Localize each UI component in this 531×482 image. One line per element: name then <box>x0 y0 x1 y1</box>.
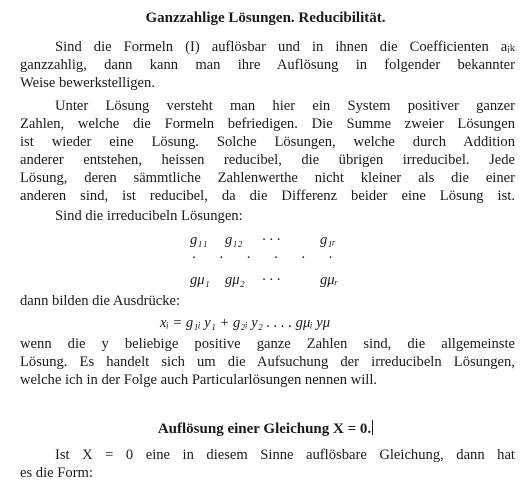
matrix-cell: · · · <box>262 232 281 248</box>
paragraph-line: anderer entstehen, heissen reducibel, die übrigen irreducibel. Jede <box>20 152 515 168</box>
section-heading-equation <box>0 420 531 438</box>
paragraph-line: Ist X = 0 eine in diesem Sinne auflösbare Gleichung, dann hat <box>55 447 515 463</box>
paragraph-line: Unter Lösung versteht man hier ein System positiver ganzer <box>55 98 515 114</box>
paragraph-line: Lösung, deren sämmtliche Zahlenwerthe nicht kleiner als die einer <box>20 170 515 186</box>
paragraph-line: Sind die irreducibeln Lösungen: <box>55 208 243 224</box>
matrix-ellipsis: · · · · · · <box>192 250 343 266</box>
matrix-cell: · · · <box>262 272 281 288</box>
matrix-cell: gμ₂ <box>225 272 245 288</box>
paragraph-line: Weise bewerkstelligen. <box>20 75 155 91</box>
paragraph-line: dann bilden die Ausdrücke: <box>20 293 181 309</box>
paragraph-line: welche ich in der Folge auch Particularlösungen nennen will. <box>20 372 378 388</box>
matrix-cell: g₁ᵣ <box>320 232 336 248</box>
paragraph-line: es die Form: <box>20 465 93 481</box>
paragraph-line: ganzzahlig, dann kann man ihre Auflösung in folgender bekannter <box>20 57 515 73</box>
paragraph-line: Zahlen, welche die Formeln befriedigen. Die Summe zweier Lösungen <box>20 116 515 132</box>
matrix-cell: gμ₁ <box>190 272 210 288</box>
paragraph-line: ist wieder eine Lösung. Solche Lösungen, welche durch Addition <box>20 134 515 150</box>
section-heading-text: Auflösung einer Gleichung X = 0. <box>157 421 372 437</box>
paragraph-line: wenn die y beliebige positive ganze Zahlen sind, die allgemeinste <box>20 336 515 352</box>
paragraph-line: Lösung. Es handelt sich um die Aufsuchung der irreducibeln Lösungen, <box>20 354 515 370</box>
text-cursor <box>372 420 373 435</box>
general-solution-equation: xᵢ = g₁ᵢ y₁ + g₂ᵢ y₂ . . . . gμᵢ yμ <box>160 315 331 331</box>
paragraph-line: Sind die Formeln (I) auflösbar und in ihnen die Coefficienten aᵢₖ <box>55 39 515 55</box>
matrix-cell: g₁₁ <box>190 232 208 248</box>
section-heading-reducibility: Ganzzahlige Lösungen. Reducibilität. <box>145 10 386 26</box>
matrix-cell: gμᵣ <box>320 272 339 288</box>
paragraph-line: anderen sind, ist reducibel, da die Differenz beider eine Lösung ist. <box>20 188 515 204</box>
matrix-cell: g₁₂ <box>225 232 243 248</box>
